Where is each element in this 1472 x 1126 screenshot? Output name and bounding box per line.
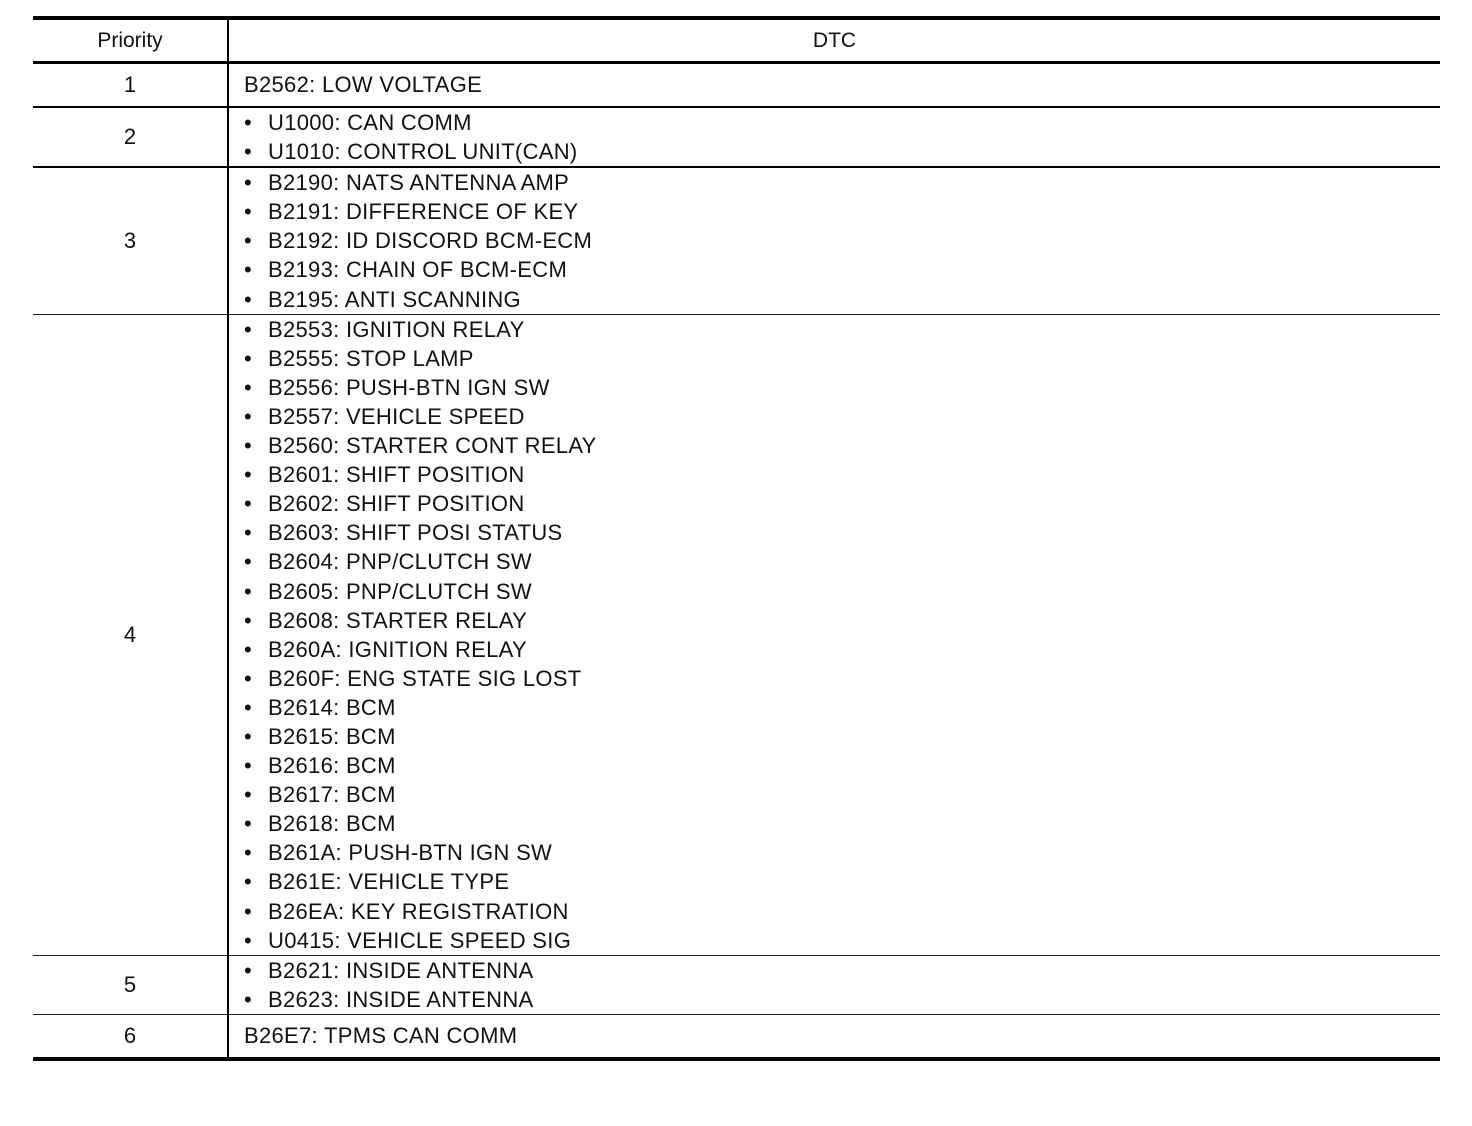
list-item: • B26EA: KEY REGISTRATION xyxy=(244,897,1440,926)
list-item: • B2560: STARTER CONT RELAY xyxy=(244,431,1440,460)
list-item: • B2605: PNP/CLUTCH SW xyxy=(244,577,1440,606)
table-row xyxy=(33,955,1440,1014)
list-item: • B2192: ID DISCORD BCM-ECM xyxy=(244,226,1440,255)
list-item: • B2602: SHIFT POSITION xyxy=(244,489,1440,518)
list-item: • B261A: PUSH-BTN IGN SW xyxy=(244,838,1440,867)
list-item: • U0415: VEHICLE SPEED SIG xyxy=(244,926,1440,955)
dtc-cell: B26E7: TPMS CAN COMM xyxy=(244,1022,518,1048)
table-header-row xyxy=(33,18,1440,63)
priority-column-header: Priority xyxy=(33,18,228,63)
list-item: • B2555: STOP LAMP xyxy=(244,344,1440,373)
list-item: • B2603: SHIFT POSI STATUS xyxy=(244,518,1440,547)
list-item: • B2556: PUSH-BTN IGN SW xyxy=(244,373,1440,402)
priority-cell: 6 xyxy=(33,1014,228,1059)
list-item: • B260A: IGNITION RELAY xyxy=(244,635,1440,664)
list-item: • B2614: BCM xyxy=(244,693,1440,722)
dtc-list xyxy=(244,108,1440,166)
table-row xyxy=(33,167,1440,314)
list-item: • U1010: CONTROL UNIT(CAN) xyxy=(244,137,1440,166)
list-item: • B2617: BCM xyxy=(244,780,1440,809)
dtc-cell xyxy=(228,955,1440,1014)
list-item: • B260F: ENG STATE SIG LOST xyxy=(244,664,1440,693)
list-item: • B261E: VEHICLE TYPE xyxy=(244,867,1440,896)
dtc-cell xyxy=(228,107,1440,167)
dtc-list xyxy=(244,315,1440,955)
list-item: • B2190: NATS ANTENNA AMP xyxy=(244,168,1440,197)
list-item: • B2608: STARTER RELAY xyxy=(244,606,1440,635)
list-item: • B2553: IGNITION RELAY xyxy=(244,315,1440,344)
dtc-cell: B2562: LOW VOLTAGE xyxy=(228,63,1440,108)
list-item: • B2621: INSIDE ANTENNA xyxy=(244,956,1440,985)
table-row xyxy=(33,107,1440,167)
dtc-cell xyxy=(228,167,1440,314)
priority-cell: 1 xyxy=(33,63,228,108)
priority-cell: 5 xyxy=(33,955,228,1014)
list-item: • B2618: BCM xyxy=(244,809,1440,838)
dtc-priority-table xyxy=(33,16,1440,1061)
table-row xyxy=(33,63,1440,108)
dtc-list xyxy=(244,956,1440,1014)
priority-cell: 2 xyxy=(33,107,228,167)
list-item: • B2623: INSIDE ANTENNA xyxy=(244,985,1440,1014)
list-item: • B2557: VEHICLE SPEED xyxy=(244,402,1440,431)
list-item: • B2604: PNP/CLUTCH SW xyxy=(244,547,1440,576)
list-item: • B2191: DIFFERENCE OF KEY xyxy=(244,197,1440,226)
list-item: • B2615: BCM xyxy=(244,722,1440,751)
table-row xyxy=(33,314,1440,955)
dtc-cell xyxy=(228,314,1440,955)
list-item: • B2616: BCM xyxy=(244,751,1440,780)
list-item: • U1000: CAN COMM xyxy=(244,108,1440,137)
list-item: • B2193: CHAIN OF BCM-ECM xyxy=(244,255,1440,284)
list-item: • B2195: ANTI SCANNING xyxy=(244,285,1440,314)
dtc-column-header: DTC xyxy=(228,18,1440,63)
priority-cell: 4 xyxy=(33,314,228,955)
table-row xyxy=(33,1014,1440,1059)
list-item: • B2601: SHIFT POSITION xyxy=(244,460,1440,489)
priority-cell: 3 xyxy=(33,167,228,314)
dtc-list xyxy=(244,168,1440,313)
